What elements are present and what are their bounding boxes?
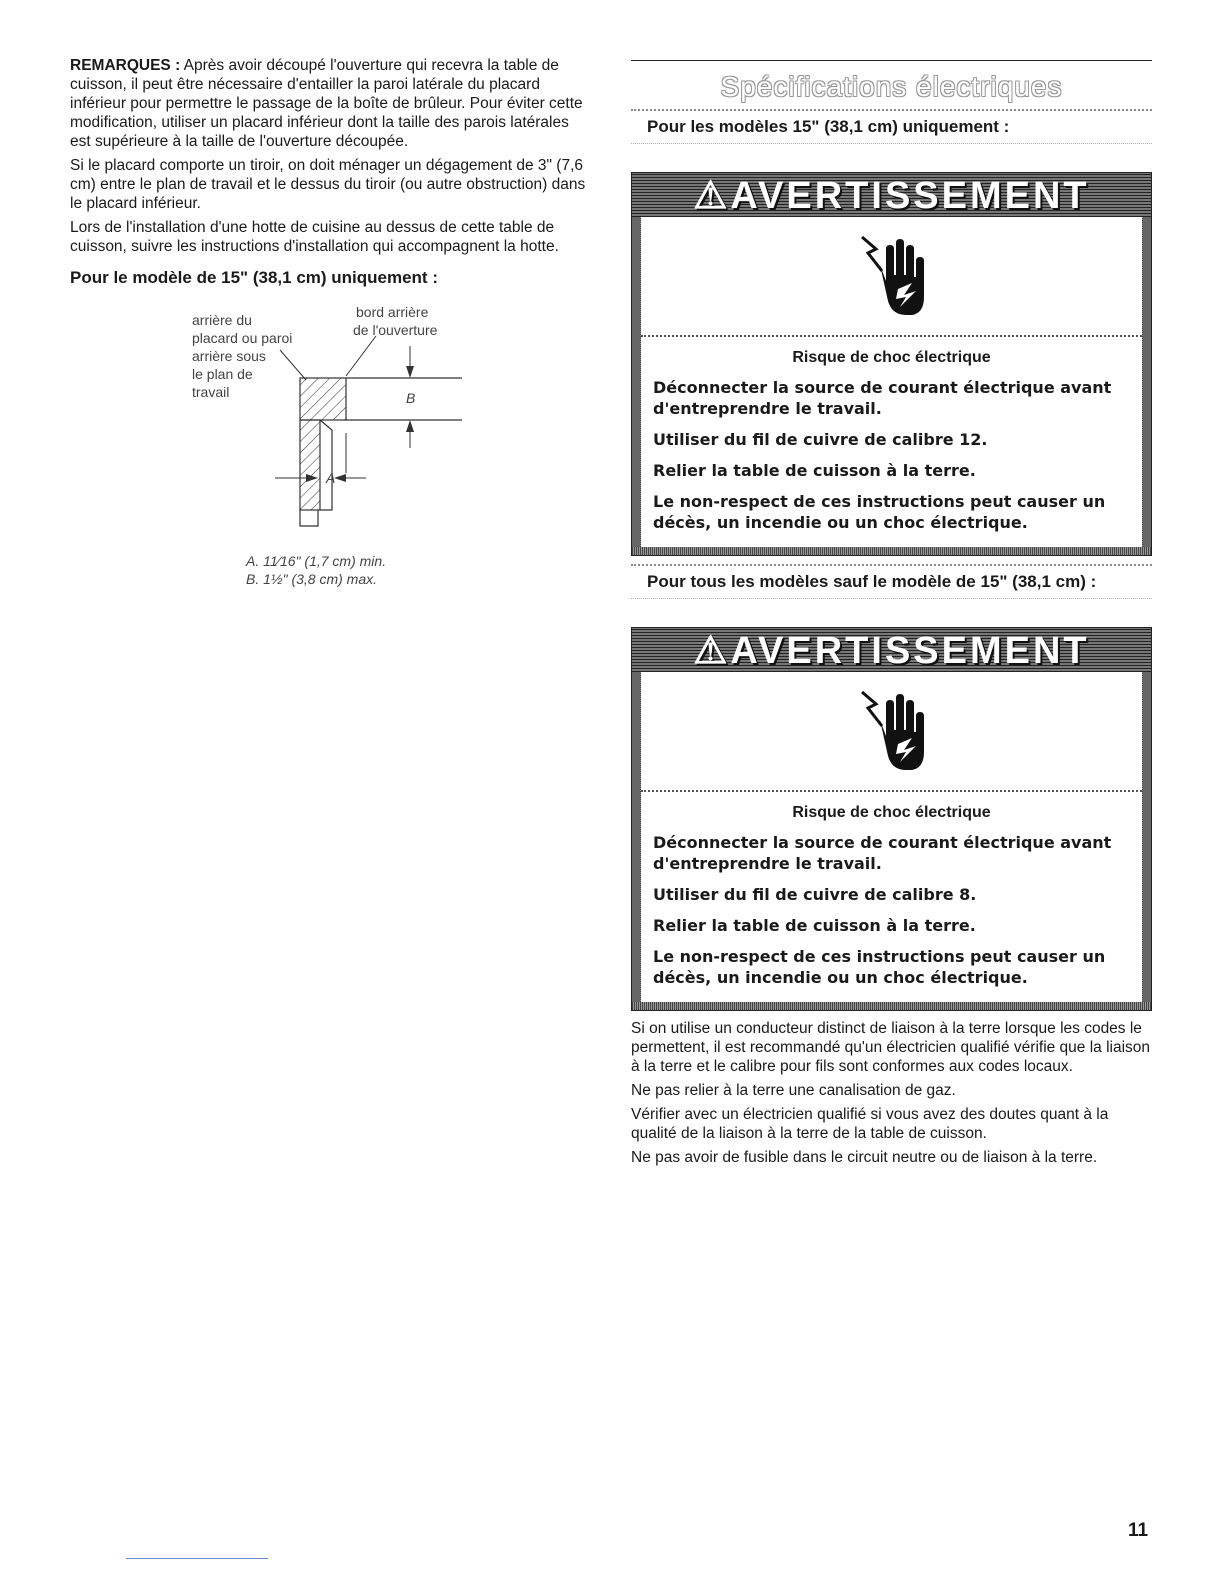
footer-rule	[126, 1558, 268, 1559]
warning-icon-area	[641, 672, 1142, 792]
remarks-paragraph	[70, 56, 592, 151]
model-heading-15: Pour les modèles 15" (38,1 cm) uniquement :	[647, 117, 1010, 136]
remarks-label: REMARQUES :	[70, 57, 181, 74]
label-back-3: arrière sous	[192, 348, 266, 364]
warning-footer	[632, 547, 1151, 555]
label-back-4: le plan de	[192, 366, 253, 382]
label-b: B	[406, 390, 416, 406]
warning-line-ground: Relier la table de cuisson à la terre.	[653, 461, 976, 480]
wall-hatch	[300, 420, 320, 510]
warning-line-consequence: Le non-respect de ces instructions peut causer un décès, un incendie ou un choc électrique.	[653, 947, 1106, 987]
warning-body	[632, 217, 1151, 547]
warning-header	[632, 173, 1151, 217]
cutout-diagram	[70, 298, 592, 608]
warning-line-wire: Utiliser du fil de cuivre de calibre 8.	[653, 885, 977, 904]
warning-box-1	[631, 172, 1152, 556]
warning-risk: Risque de choc électrique	[792, 804, 991, 821]
label-back-2: placard ou paroi	[192, 330, 293, 346]
label-back-5: travail	[192, 384, 230, 400]
note-paragraph: Vérifier avec un électricien qualifié si vous avez des doutes quant à la qualité de la liaison à la terre de la table de cuisson.	[631, 1106, 1109, 1142]
grounding-notes	[631, 1019, 1152, 1167]
warning-line-disconnect: Déconnecter la source de courant électrique avant d'entreprendre le travail.	[653, 378, 1112, 418]
note-paragraph: Ne pas relier à la terre une canalisation de gaz.	[631, 1082, 956, 1099]
warning-footer	[632, 1002, 1151, 1010]
electric-shock-hand-icon	[852, 231, 932, 321]
drawer-paragraph: Si le placard comporte un tiroir, on doit ménager un dégagement de 3" (7,6 cm) entre le plan de travail et le dessus du tiroir (ou autre obstruction) dans le placard inférieur.	[70, 157, 586, 212]
label-edge-2: de l'ouverture	[353, 322, 438, 338]
countertop-hatch	[300, 378, 346, 420]
warning-risk: Risque de choc électrique	[792, 349, 991, 366]
warning-box-2	[631, 627, 1152, 1011]
right-column	[631, 60, 1152, 1172]
warning-line-disconnect: Déconnecter la source de courant électrique avant d'entreprendre le travail.	[653, 833, 1112, 873]
label-edge-1: bord arrière	[356, 304, 429, 320]
warning-line-wire: Utiliser du fil de cuivre de calibre 12.	[653, 430, 988, 449]
hood-paragraph: Lors de l'installation d'une hotte de cuisine au dessus de cette table de cuisson, suivre les instructions d'installation qui accompagnent la hotte.	[70, 219, 559, 255]
caption-a: A. 11⁄16" (1,7 cm) min.	[246, 553, 387, 569]
warning-word: ⚠AVERTISSEMENT	[693, 629, 1090, 672]
warning-text-area	[641, 792, 1142, 1002]
top-rule	[631, 60, 1152, 61]
page-number: 11	[1128, 1520, 1149, 1541]
warning-icon-area	[641, 217, 1142, 337]
warning-body	[632, 672, 1151, 1002]
electric-shock-hand-icon	[852, 686, 932, 776]
warning-text-area	[641, 337, 1142, 547]
warning-word: ⚠AVERTISSEMENT	[693, 174, 1090, 217]
warning-header	[632, 628, 1151, 672]
section-title: Spécifications électriques	[720, 71, 1063, 102]
caption-b: B. 1½" (3,8 cm) max.	[246, 571, 378, 587]
left-column	[70, 56, 592, 608]
note-paragraph: Ne pas avoir de fusible dans le circuit neutre ou de liaison à la terre.	[631, 1149, 1098, 1166]
warning-line-ground: Relier la table de cuisson à la terre.	[653, 916, 976, 935]
remarks-text: Après avoir découpé l'ouverture qui recevra la table de cuisson, il peut être nécessaire d'entailler la paroi latérale du placard inférieur pour permettre le passage de la boîte de brûleur. Pour éviter cette modification, utiliser un placard inférieur dont la taille des parois latérales est supérieure à la taille de l'ouverture découpée.	[70, 57, 583, 150]
label-back-1: arrière du	[192, 312, 252, 328]
model-heading-all: Pour tous les modèles sauf le modèle de 15" (38,1 cm) :	[647, 572, 1097, 591]
divider	[631, 598, 1152, 599]
divider	[631, 143, 1152, 144]
model-heading-left: Pour le modèle de 15" (38,1 cm) uniquement :	[70, 268, 438, 287]
warning-line-consequence: Le non-respect de ces instructions peut causer un décès, un incendie ou un choc électrique.	[653, 492, 1106, 532]
label-a: A	[326, 470, 336, 486]
note-paragraph: Si on utilise un conducteur distinct de liaison à la terre lorsque les codes le permettent, il est recommandé qu'un électricien qualifié vérifie que la liaison à la terre et le calibre pour fils sont conformes aux codes locaux.	[631, 1020, 1151, 1075]
